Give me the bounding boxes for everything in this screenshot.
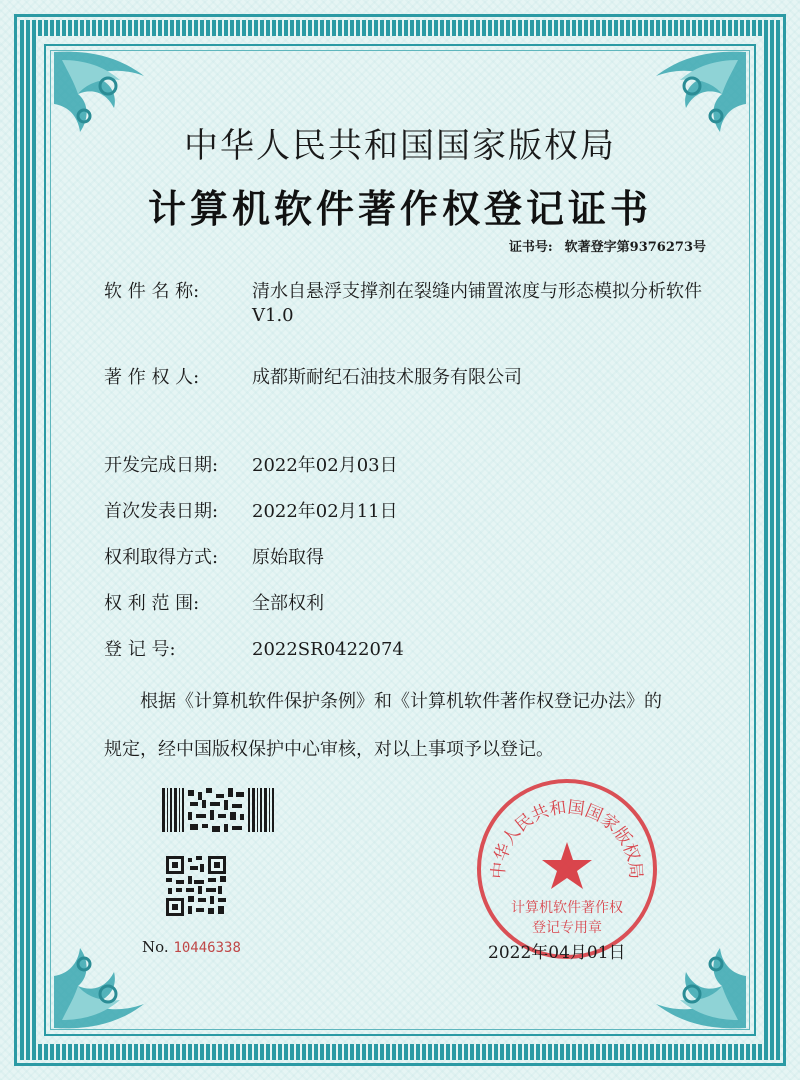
- field-value: 成都斯耐纪石油技术服务有限公司: [252, 367, 522, 388]
- statement-line-2: 规定，经中国版权保护中心审核，对以上事项予以登记。: [104, 739, 554, 760]
- field-registration-number: [104, 638, 712, 662]
- field-label: 权 利 范 围:: [104, 593, 200, 614]
- barcode-icon: [162, 788, 274, 832]
- seal-inner-line-1: 计算机软件著作权: [511, 900, 623, 916]
- field-software-name: [104, 280, 712, 328]
- field-completion-date: [104, 454, 712, 478]
- field-label: 权利取得方式:: [104, 547, 219, 568]
- certificate-number-value: 软著登字第9376273号: [564, 240, 706, 255]
- field-value: 2022年02月11日: [252, 501, 398, 522]
- field-acquisition-method: [104, 546, 712, 570]
- certificate-number: [509, 236, 706, 255]
- software-name-value: 清水自悬浮支撑剂在裂缝内铺置浓度与形态模拟分析软件: [252, 281, 702, 302]
- serial-label: No.: [142, 938, 169, 956]
- field-value: 2022SR0422074: [252, 639, 404, 660]
- field-value: 全部权利: [252, 593, 324, 614]
- field-label: 开发完成日期:: [104, 455, 219, 476]
- field-label: 首次发表日期:: [104, 501, 219, 522]
- issue-date: 2022年04月01日: [488, 943, 626, 963]
- certificate-title: 计算机软件著作权登记证书: [147, 186, 652, 231]
- field-copyright-owner: [104, 366, 712, 390]
- field-value: 原始取得: [252, 547, 324, 568]
- statement-line-1: 根据《计算机软件保护条例》和《计算机软件著作权登记办法》的: [140, 691, 662, 712]
- field-value: 2022年02月03日: [252, 455, 398, 476]
- field-value: [252, 280, 712, 328]
- field-rights-scope: [104, 592, 712, 616]
- serial-number: [142, 938, 241, 956]
- certificate-number-label: 证书号:: [508, 240, 553, 255]
- field-label: 软 件 名 称:: [104, 281, 200, 302]
- authority-title: 中华人民共和国国家版权局: [184, 126, 616, 166]
- field-label: 登 记 号:: [104, 639, 176, 660]
- software-version: V1.0: [252, 305, 294, 326]
- field-publish-date: [104, 500, 712, 524]
- official-seal-icon: [474, 776, 660, 962]
- field-label: 著 作 权 人:: [104, 367, 200, 388]
- seal-inner-line-2: 登记专用章: [532, 920, 602, 936]
- seal-outer-text: 中华人民共和国国家版权局: [488, 797, 646, 880]
- serial-value: 10446338: [173, 940, 241, 956]
- qr-code-icon: [166, 856, 226, 916]
